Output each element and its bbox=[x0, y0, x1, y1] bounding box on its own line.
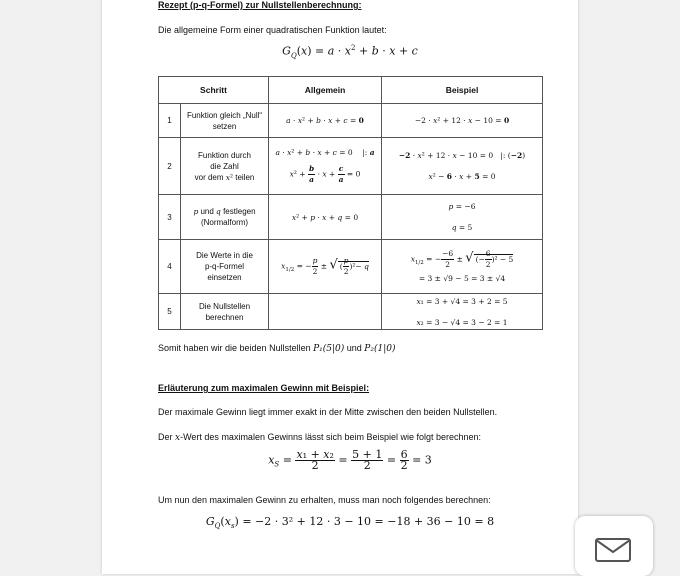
general-form-formula: $G_Q(x) = a \cdot x^2 + b \cdot x + c$ bbox=[282, 44, 418, 60]
header-general: Allgemein bbox=[269, 77, 382, 104]
row-example-formula: p = −6 q = 5 bbox=[382, 195, 543, 240]
row-general-formula: $x_{1/2}$ = − $\frac{p}{2}$ ± √ ( $\frac{p}{2}$ )²− q bbox=[269, 240, 382, 294]
mail-icon bbox=[595, 538, 633, 562]
max-profit-para3: Um nun den maximalen Gewinn zu erhalten, muss man noch folgendes berechnen: bbox=[158, 495, 491, 505]
row-step: p und q festlegen (Normalform) bbox=[181, 195, 269, 240]
row-general-formula bbox=[269, 294, 382, 330]
row-general-formula: x² + p · x + q = 0 bbox=[269, 195, 382, 240]
section-heading-pq: Rezept (p-q-Formel) zur Nullstellenberechnung: bbox=[158, 0, 362, 10]
intro-text: Die allgemeine Form einer quadratischen Funktion lautet: bbox=[158, 25, 387, 35]
row-example-formula: $x_{1/2}$ = − $\frac{-6}{2}$ ± √ (− $\frac{6}{2}$ )² − 5 = 3 ± √9 − 5 = 3 ± √4 bbox=[382, 240, 543, 294]
table-row bbox=[159, 294, 543, 330]
table-row bbox=[159, 138, 543, 195]
xs-formula: $x_S$ = $\frac{\text{x₁ + x₂}}{2}$ = $\frac{5 + 1}{2}$ = $\frac{6}{2}$ = 3 bbox=[268, 448, 432, 472]
row-number: 3 bbox=[159, 195, 181, 240]
row-step: Die Nullstellen berechnen bbox=[181, 294, 269, 330]
row-step: Die Werte in die p-q-Formel einsetzen bbox=[181, 240, 269, 294]
table-header-row bbox=[159, 77, 543, 104]
header-example: Beispiel bbox=[382, 77, 543, 104]
row-general-formula: a · x² + b · x + c = 0 |: a x² + $\frac{b}{a}$ · x + $\frac{c}{a}$ = 0 bbox=[269, 138, 382, 195]
max-profit-formula: $G_Q(x_s) = -2 \cdot 3^2 + 12 \cdot 3 - 10 = -18 + 36 - 10 = 8$ bbox=[205, 515, 495, 531]
table-row bbox=[159, 240, 543, 294]
zeros-summary: Somit haben wir die beiden Nullstellen P₁(5|0) und P₂(1|0) bbox=[158, 343, 396, 354]
row-general-formula: a · x² + b · x + c = 0 bbox=[269, 104, 382, 138]
row-step: Funktion durch die Zahl vor dem x² teilen bbox=[181, 138, 269, 195]
row-number: 1 bbox=[159, 104, 181, 138]
row-example-formula: −2 · x² + 12 · x − 10 = 0 bbox=[382, 104, 543, 138]
max-profit-para1: Der maximale Gewinn liegt immer exakt in der Mitte zwischen den beiden Nullstellen. bbox=[158, 407, 498, 417]
document-page bbox=[102, 0, 578, 574]
row-step: Funktion gleich „Null“ setzen bbox=[181, 104, 269, 138]
contact-mail-button[interactable] bbox=[575, 516, 653, 576]
table-row bbox=[159, 104, 543, 138]
row-example-formula: −2 · x² + 12 · x − 10 = 0 |: (−2) x² − 6 · x + 5 = 0 bbox=[382, 138, 543, 195]
row-example-formula: x₁ = 3 + √4 = 3 + 2 = 5 x₂ = 3 − √4 = 3 − 2 = 1 bbox=[382, 294, 543, 330]
section-heading-max-profit: Erläuterung zum maximalen Gewinn mit Beispiel: bbox=[158, 383, 370, 393]
pq-steps-table bbox=[158, 76, 543, 330]
header-step: Schritt bbox=[159, 77, 269, 104]
row-number: 5 bbox=[159, 294, 181, 330]
table-row bbox=[159, 195, 543, 240]
row-number: 4 bbox=[159, 240, 181, 294]
row-number: 2 bbox=[159, 138, 181, 195]
max-profit-para2: Der x-Wert des maximalen Gewinns lässt sich beim Beispiel wie folgt berechnen: bbox=[158, 432, 482, 443]
